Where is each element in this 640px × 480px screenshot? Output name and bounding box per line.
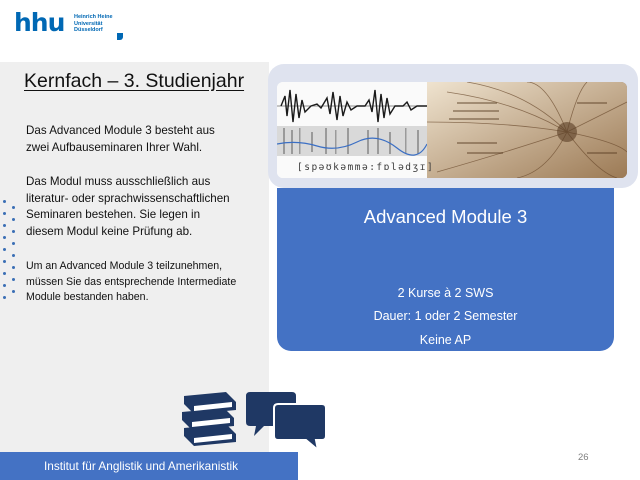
logo-line: Heinrich Heine <box>74 14 113 20</box>
logo-subtitle <box>74 14 113 34</box>
phonetic-transcription: [spəʊkəmmə:fɒlədʒɪ] <box>297 162 435 173</box>
books-icon <box>178 390 240 448</box>
paragraph-intro: Das Advanced Module 3 besteht aus zwei Aufbauseminaren Ihrer Wahl. <box>26 124 215 154</box>
module-courses: 2 Kurse à 2 SWS <box>397 286 494 300</box>
logo-text: hhu <box>14 8 65 37</box>
paragraph-requirements: Das Modul muss ausschließlich aus literatur- oder sprachwissenschaftlichen Seminaren bestehen. Sie legen in diesem Modul keine Prüfung ab. <box>26 175 230 238</box>
book-pages-image <box>427 82 627 178</box>
hhu-logo <box>14 8 124 42</box>
slide-title: Kernfach – 3. Studienjahr <box>24 70 245 92</box>
dot-pattern <box>3 200 7 308</box>
module-duration: Dauer: 1 oder 2 Semester <box>373 309 518 323</box>
module-title: Advanced Module 3 <box>363 206 528 227</box>
dot-pattern <box>12 206 16 302</box>
collage-image <box>277 82 627 178</box>
module-exam: Keine AP <box>419 333 472 347</box>
logo-line: Düsseldorf <box>74 27 103 33</box>
footer-institute-name: Institut für Anglistik und Amerikanistik <box>44 459 239 473</box>
logo-line: Universität <box>74 20 103 27</box>
logo-mark <box>117 33 123 40</box>
chat-bubbles-icon <box>244 392 328 454</box>
page-number: 26 <box>578 452 589 463</box>
paragraph-prerequisite: Um an Advanced Module 3 teilzunehmen, müssen Sie das entsprechende Intermediate Module bestanden haben. <box>26 260 237 303</box>
